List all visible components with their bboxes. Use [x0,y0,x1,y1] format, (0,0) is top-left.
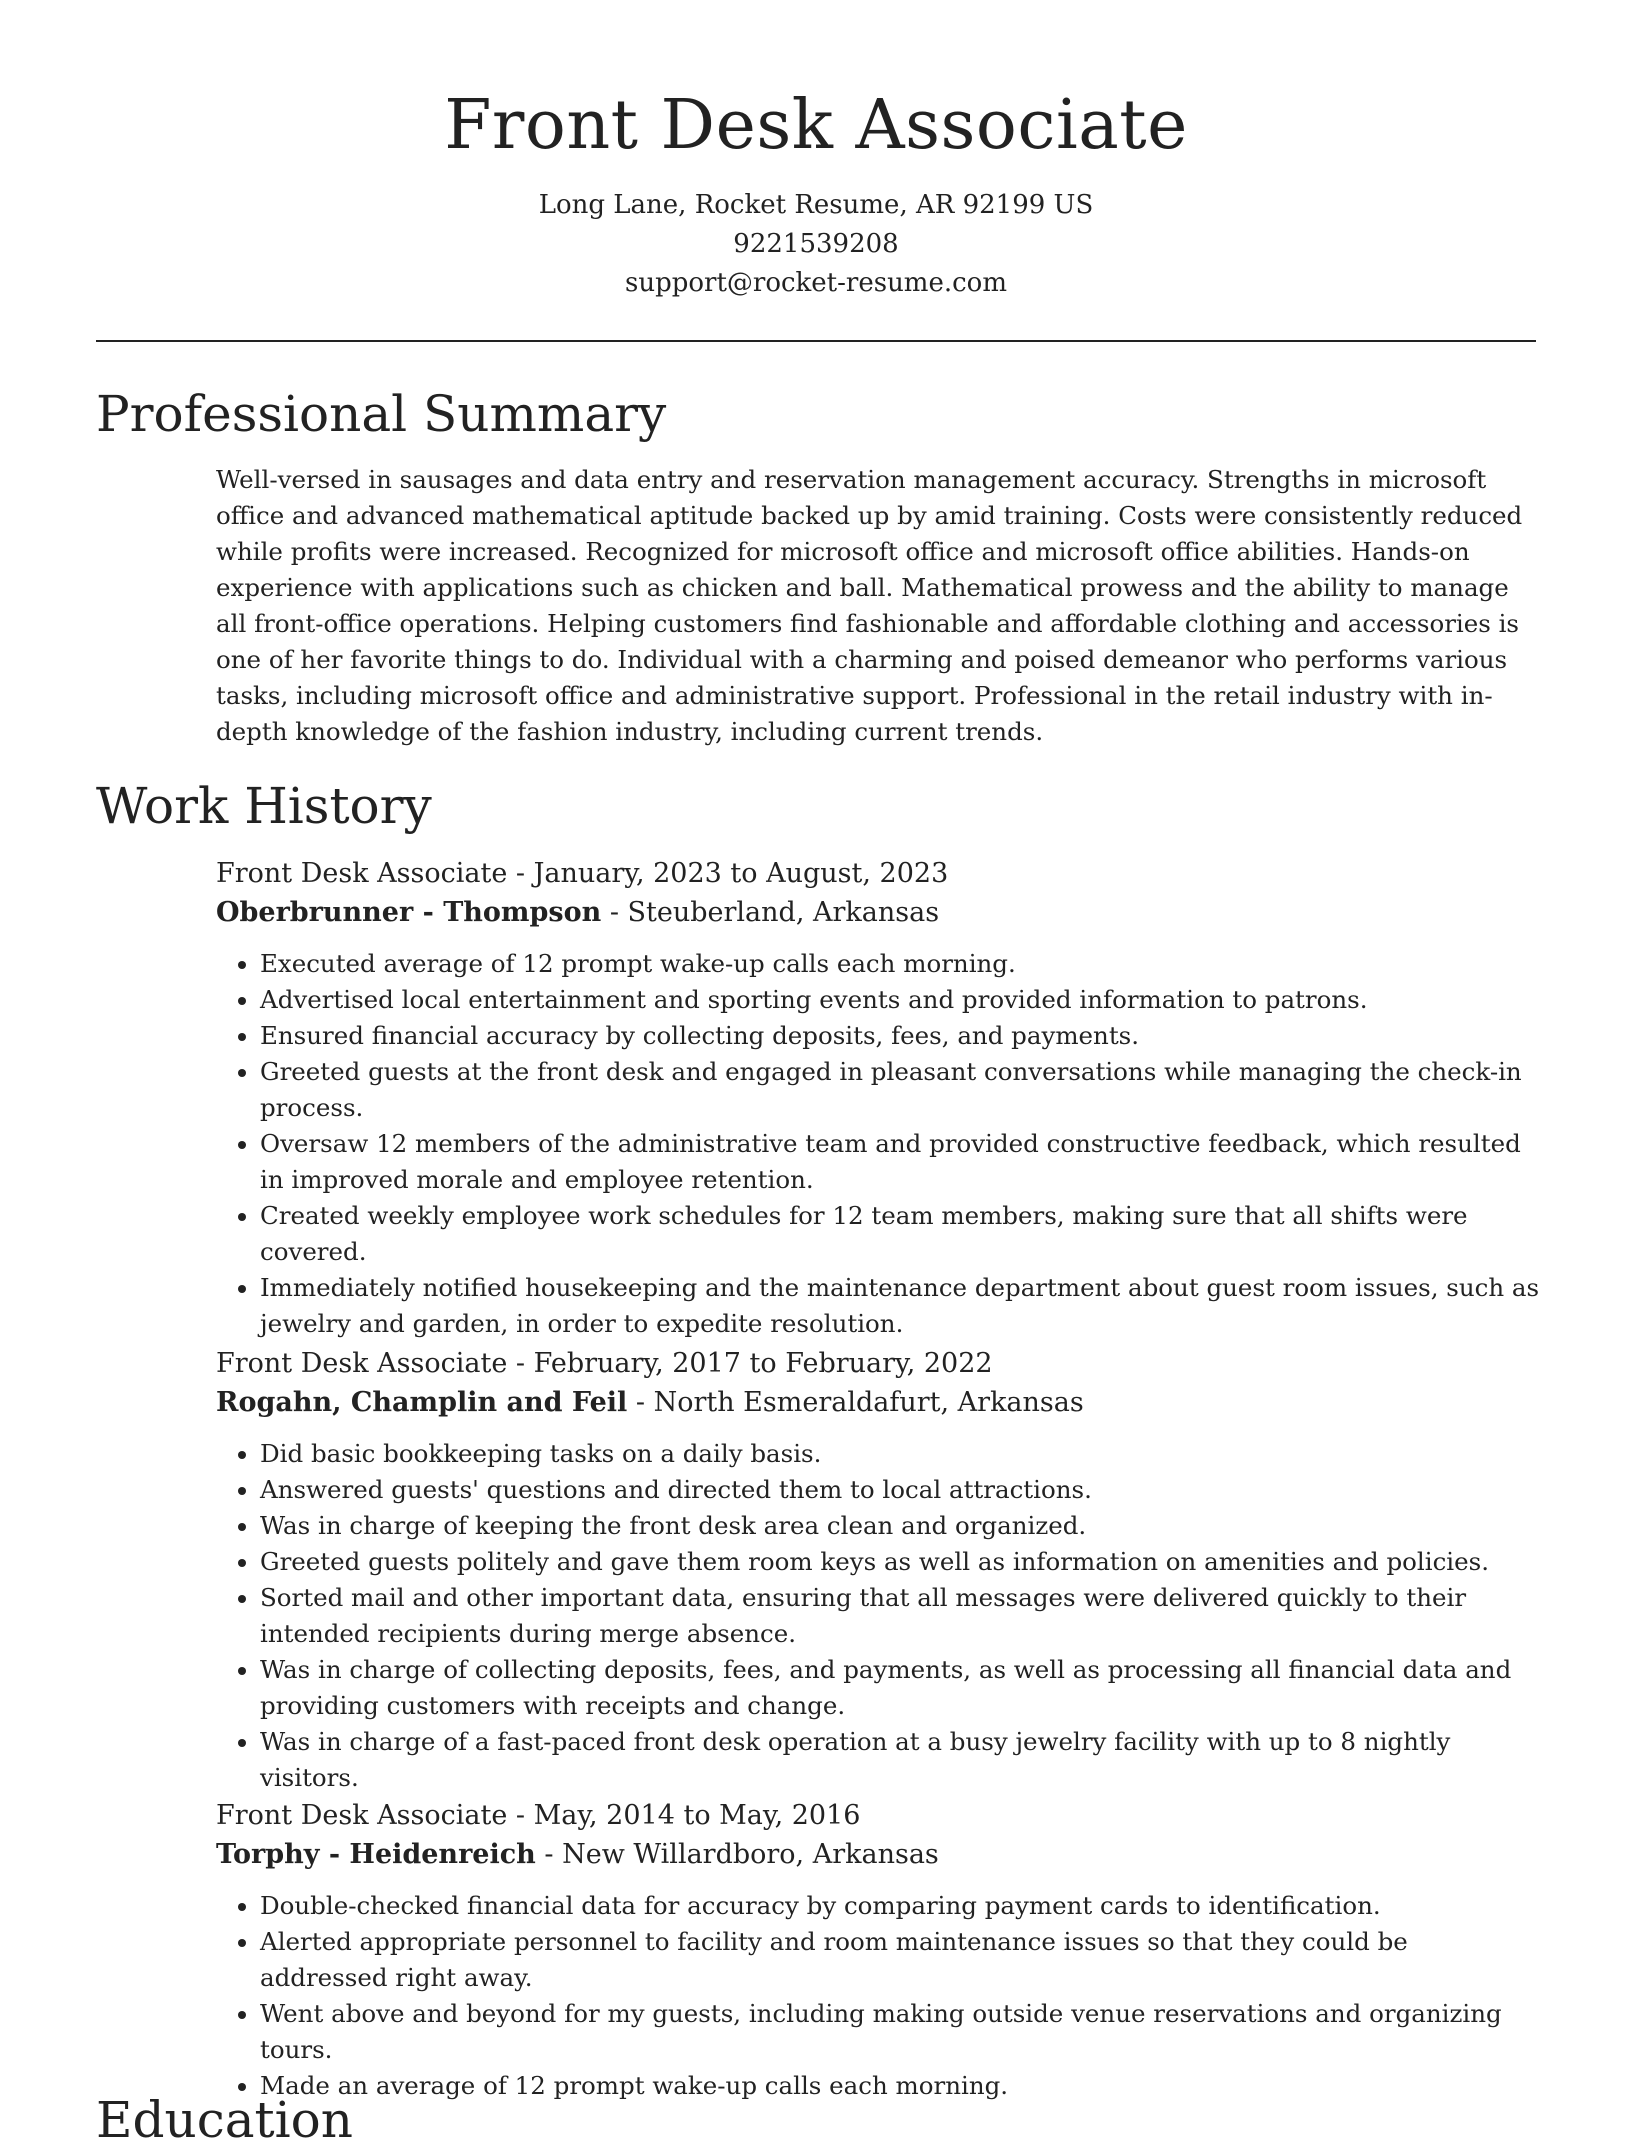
job-bullet: • Was in charge of collecting deposits, fees, and payments, as well as processing all financial data and providing customers with receipts and change. [260,1652,1540,1724]
job-employer-line: Oberbrunner - Thompson - Steuberland, Arkansas [216,897,940,928]
job-title: Front Desk Associate [216,1348,508,1379]
job-employer: Torphy - Heidenreich [216,1839,536,1870]
job-title-line: Front Desk Associate - January, 2023 to August, 2023 [216,858,949,889]
job-bullets [216,946,1540,1342]
job-bullets [216,1888,1540,2104]
job-bullet: • Created weekly employee work schedules for 12 team members, making sure that all shifts were covered. [260,1198,1540,1270]
job-bullet: • Was in charge of keeping the front desk area clean and organized. [260,1508,1540,1544]
section-title-work-history: Work History [96,777,432,835]
job-bullet: • Was in charge of a fast-paced front desk operation at a busy jewelry facility with up to 8 nightly visitors. [260,1724,1540,1796]
summary-text: Well-versed in sausages and data entry and reservation management accuracy. Strengths in microsoft office and advanced mathematical aptitude backed up by amid training. Costs were consistently reduced while profits were increased. Recognized for microsoft office and microsoft office abilities. Hands-on experience with applications such as chicken and ball. Mathematical prowess and the ability to manage all front-office operations. Helping customers find fashionable and affordable clothing and accessories is one of her favorite things to do. Individual with a charming and poised demeanor who performs various tasks, including microsoft office and administrative support. Professional in the retail industry with in-depth knowledge of the fashion industry, including current trends. [216,465,1523,746]
job-bullet: • Immediately notified housekeeping and the maintenance department about guest room issues, such as jewelry and garden, in order to expedite resolution. [260,1270,1540,1342]
job-bullet: • Greeted guests at the front desk and engaged in pleasant conversations while managing the check-in process. [260,1054,1540,1126]
job-title: Front Desk Associate [216,1800,508,1831]
job-entry [216,854,1540,1342]
job-entry [216,1344,1540,1796]
job-location: New Willardboro, Arkansas [562,1839,939,1870]
job-bullet: • Executed average of 12 prompt wake-up calls each morning. [260,946,1540,982]
job-employer: Rogahn, Champlin and Feil [216,1387,628,1418]
phone: 9221539208 [733,229,899,259]
job-bullet: • Made an average of 12 prompt wake-up calls each morning. [260,2068,1540,2104]
address: Long Lane, Rocket Resume, AR 92199 US [538,190,1094,220]
job-location: Steuberland, Arkansas [627,897,940,928]
job-entry [216,1796,1540,2104]
job-title-line: Front Desk Associate - February, 2017 to February, 2022 [216,1348,993,1379]
job-bullet: • Sorted mail and other important data, ensuring that all messages were delivered quickly to their intended recipients during merge absence. [260,1580,1540,1652]
job-dates: January, 2023 to August, 2023 [533,858,949,889]
job-employer-line: Rogahn, Champlin and Feil - North Esmeraldafurt, Arkansas [216,1387,1084,1418]
job-bullet: • Answered guests' questions and directed them to local attractions. [260,1472,1540,1508]
resume-name: Front Desk Associate [444,86,1188,165]
section-title-education: Education [96,2091,353,2149]
job-bullet: • Ensured financial accuracy by collecting deposits, fees, and payments. [260,1018,1540,1054]
job-bullet: • Went above and beyond for my guests, including making outside venue reservations and organizing tours. [260,1996,1540,2068]
resume-header [0,0,1632,303]
job-employer-line: Torphy - Heidenreich - New Willardboro, Arkansas [216,1839,939,1870]
job-dates: February, 2017 to February, 2022 [533,1348,993,1379]
header-divider [96,340,1536,342]
email: support@rocket-resume.com [624,268,1007,298]
job-location: North Esmeraldafurt, Arkansas [653,1387,1084,1418]
contact-info [0,186,1632,303]
job-bullet: • Alerted appropriate personnel to facility and room maintenance issues so that they could be addressed right away. [260,1924,1540,1996]
job-bullet: • Advertised local entertainment and sporting events and provided information to patrons. [260,982,1540,1018]
job-bullet: • Did basic bookkeeping tasks on a daily basis. [260,1436,1540,1472]
job-bullet: • Double-checked financial data for accuracy by comparing payment cards to identification. [260,1888,1540,1924]
job-bullet: • Greeted guests politely and gave them room keys as well as information on amenities and policies. [260,1544,1540,1580]
job-employer: Oberbrunner - Thompson [216,897,602,928]
job-dates: May, 2014 to May, 2016 [533,1800,861,1831]
job-bullet: • Oversaw 12 members of the administrative team and provided constructive feedback, which resulted in improved morale and employee retention. [260,1126,1540,1198]
section-title-summary: Professional Summary [96,385,667,443]
job-title: Front Desk Associate [216,858,508,889]
job-bullets [216,1436,1540,1796]
job-title-line: Front Desk Associate - May, 2014 to May, 2016 [216,1800,861,1831]
